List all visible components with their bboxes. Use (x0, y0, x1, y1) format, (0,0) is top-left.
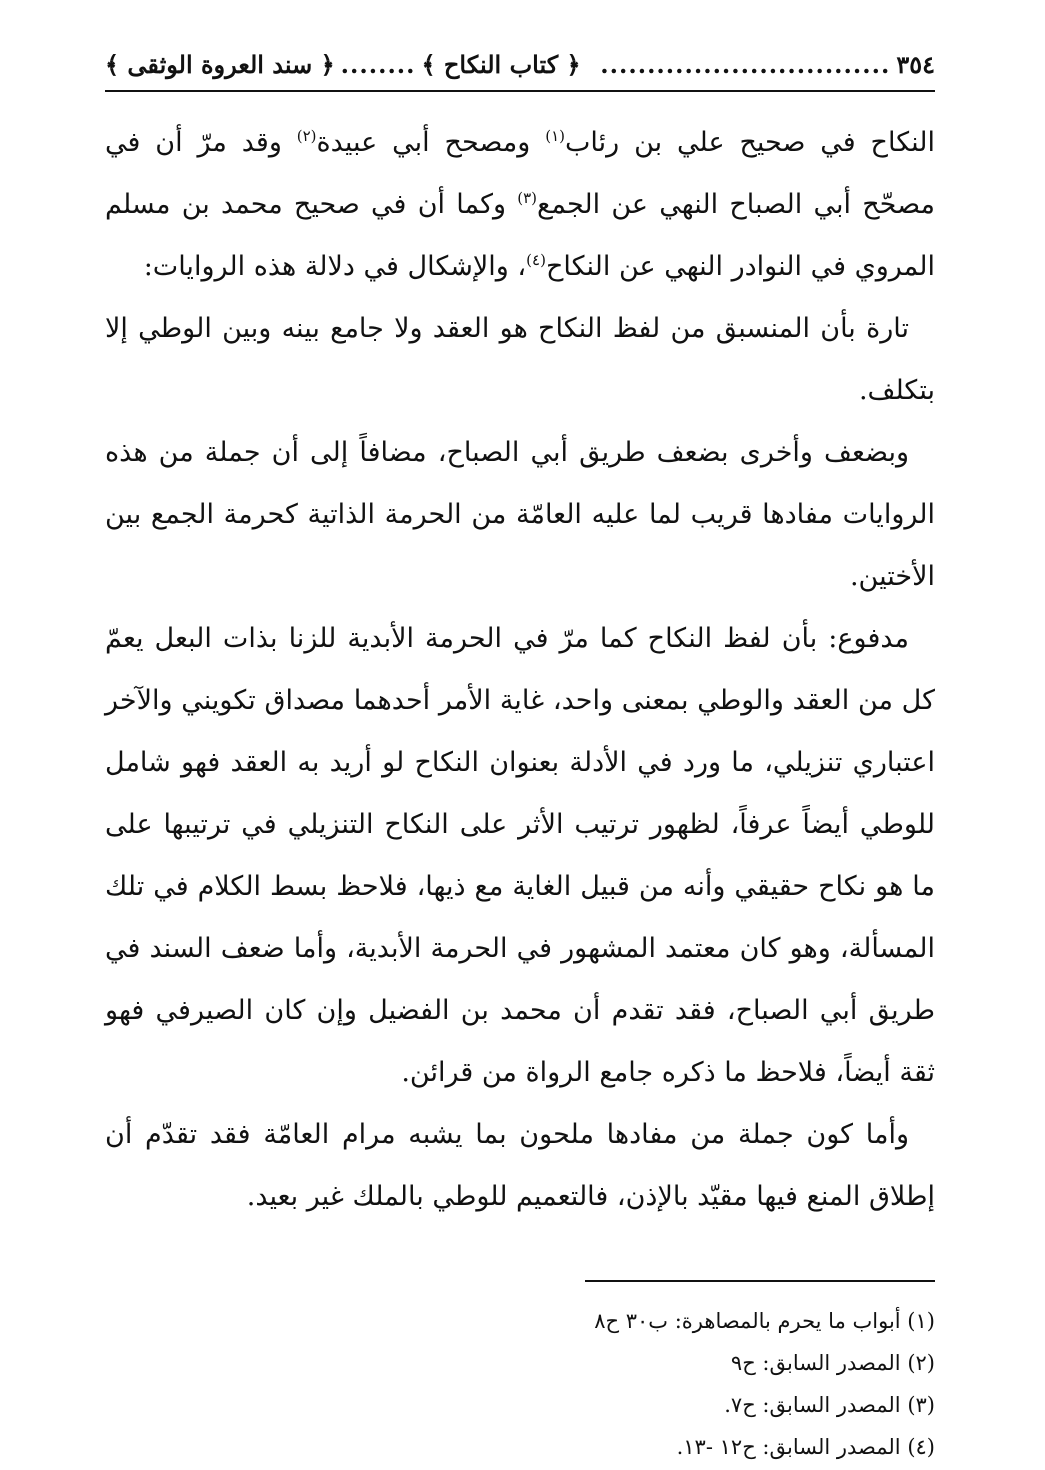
footnote-ref-2: (٢) (296, 127, 317, 145)
running-header (105, 38, 935, 90)
paragraph-1-text-d: وكما أن في صحيح محمد بن مسلم المروي في النوادر النهي عن النكاح (105, 189, 935, 282)
paragraph-5 (105, 1104, 935, 1228)
chapter-title: ﴿ كتاب النكاح ﴾ (421, 49, 581, 79)
paragraph-4 (105, 608, 935, 1104)
header-dot-leader-long: ............................... (600, 49, 891, 79)
paragraph-1-text-e: ، والإشكال في دلالة هذه الروايات: (143, 251, 527, 282)
footnotes (105, 1300, 935, 1468)
document-page (105, 38, 935, 1468)
paragraph-2 (105, 298, 935, 422)
paragraph-1-text-c: وقد مرّ أن في مصحّح أبي الصباح النهي عن الجمع (105, 127, 935, 220)
paragraph-1-text-b: ومصحح أبي عبيدة (316, 127, 546, 158)
header-divider (105, 90, 935, 92)
footnote-2: (٢) المصدر السابق: ح٩ (730, 1351, 935, 1375)
footnote-1: (١) أبواب ما يحرم بالمصاهرة: ب٣٠ ح٨ (594, 1309, 935, 1333)
book-title: ﴿ سند العروة الوثقى ﴾ (105, 49, 335, 79)
paragraph-3-text: وبضعف وأخرى بضعف طريق أبي الصباح، مضافاً إلى أن جملة من هذه الروايات مفادها قريب لما عليه العامّة من الحرمة الذاتية كحرمة الجمع بين الأختين. (105, 437, 935, 592)
footnote-divider (585, 1280, 935, 1282)
footnote-4: (٤) المصدر السابق: ح١٢ -١٣. (676, 1435, 935, 1459)
footnote-3: (٣) المصدر السابق: ح٧. (724, 1393, 935, 1417)
paragraph-5-text: وأما كون جملة من مفادها ملحون بما يشبه مرام العامّة فقد تقدّم أن إطلاق المنع فيها مقيّد بالإذن، فالتعميم للوطي بالملك غير بعيد. (105, 1119, 935, 1212)
body-text (105, 112, 935, 1228)
header-dot-leader-short: ........ (340, 49, 416, 79)
paragraph-2-text: تارة بأن المنسبق من لفظ النكاح هو العقد ولا جامع بينه وبين الوطي إلا بتكلف. (105, 313, 935, 406)
footnote-ref-1: (١) (545, 127, 565, 145)
paragraph-1-text-a: النكاح في صحيح علي بن رئاب (564, 127, 935, 158)
page-number: ٣٥٤ (896, 49, 935, 79)
paragraph-4-text: مدفوع: بأن لفظ النكاح كما مرّ في الحرمة الأبدية للزنا بذات البعل يعمّ كل من العقد والوطي بمعنى واحد، غاية الأمر أحدهما مصداق تكويني والآخر اعتباري تنزيلي، ما ورد في الأدلة بعنوان النكاح لو أريد به العقد فهو شامل للوطي أيضاً عرفاً، لظهور ترتيب الأثر على النكاح التنزيلي في ترتيبها على ما هو نكاح حقيقي وأنه من قبيل الغاية مع ذيها، فلاحظ بسط الكلام في تلك المسألة، وهو كان معتمد المشهور في الحرمة الأبدية، وأما ضعف السند في طريق أبي الصباح، فقد تقدم أن محمد بن الفضيل وإن كان الصيرفي فهو ثقة أيضاً، فلاحظ ما ذكره جامع الرواة من قرائن. (105, 623, 935, 1088)
paragraph-3 (105, 422, 935, 608)
footnote-ref-4: (٤) (526, 251, 546, 269)
footnote-ref-3: (٣) (517, 189, 537, 207)
paragraph-1 (105, 112, 935, 298)
